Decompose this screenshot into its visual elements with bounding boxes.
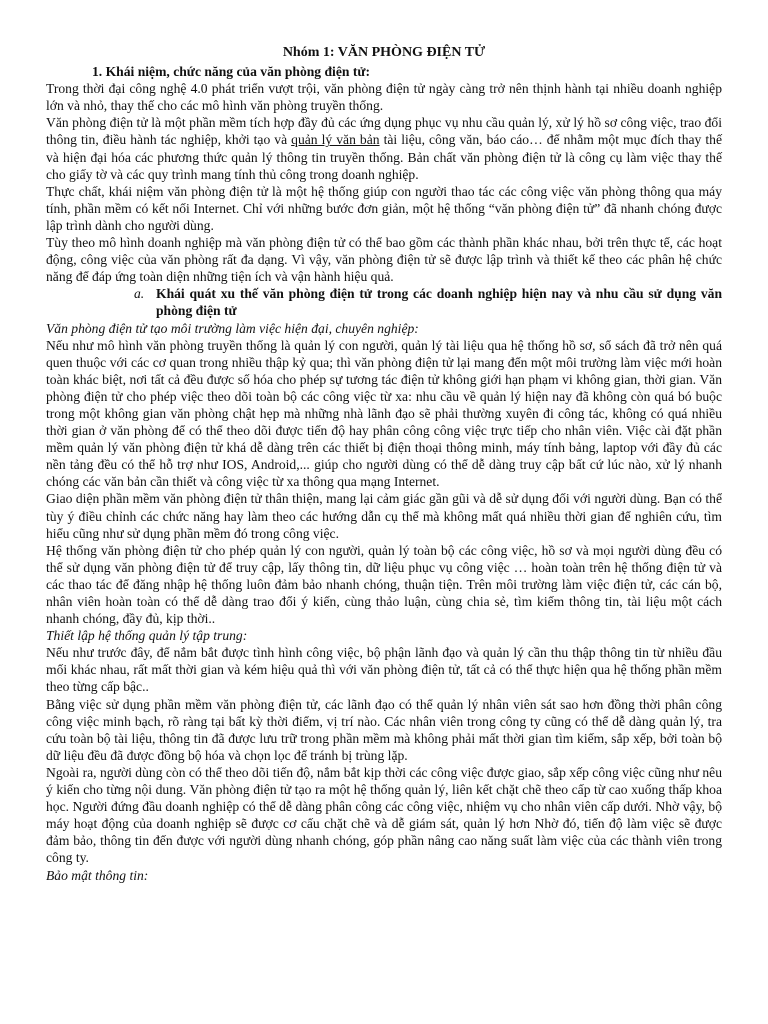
paragraph-definition — [46, 114, 722, 182]
paragraph-components: Tùy theo mô hình doanh nghiệp mà văn phòng điện tử có thể bao gồm các thành phần khác nhau, bởi trên thực tế, các hoạt động, công việc của văn phòng rất đa dạng. Vì vậy, văn phòng điện tử sẽ được lập trình và thiết kế theo các phân hệ chức năng để đáp ứng toàn diện những tiện ích và vận hành hiệu quả. — [46, 235, 722, 285]
paragraph-system-management: Hệ thống văn phòng điện tử cho phép quản lý con người, quản lý toàn bộ các công việc, hồ sơ và mọi người dùng đều có thể sử dụng văn phòng điện tử để truy cập, lấy thông tin, dữ liệu phục vụ công việc … hoàn toàn trên hệ thống điện tử và các thao tác để đăng nhập hệ thống luôn đảm bảo nhanh chóng, thuận tiện. Trên môi trường làm việc điện tử, các cán bộ, nhân viên hoàn toàn có thể dễ dàng trao đổi ý kiến, cùng thảo luận, cùng chia sẻ, tìm kiếm thông tin, tài liệu một cách nhanh chóng, đầy đủ, kịp thời.. — [46, 542, 722, 627]
paragraph-intro: Trong thời đại công nghệ 4.0 phát triển vượt trội, văn phòng điện tử ngày càng trở nên thịnh hành tại nhiều doanh nghiệp lớn và nhỏ, thay thế cho các mô hình văn phòng truyền thống. — [46, 81, 722, 114]
paragraph-interface: Giao diện phần mềm văn phòng điện tử thân thiện, mang lại cảm giác gần gũi và dễ sử dụng đối với người dùng. Bạn có thể tùy ý điều chỉnh các chức năng hay làm theo các hướng dẫn cụ thể mà không mất quá nhiều thời gian để nghiên cứu, tìm hiểu cũng như sử dụng phần mềm đó trong công việc. — [46, 491, 722, 541]
paragraph-definition-text-a: Văn phòng điện tử là một phần mềm tích hợp đầy đủ các ứng dụng phục vụ nhu cầu quản lý, xử lý hồ sơ công việc, trao đổi thông tin, điều hành tác nghiệp, khởi tạo và — [46, 115, 722, 148]
subheading-security: Bảo mật thông tin: — [46, 867, 149, 883]
paragraph-previously: Nếu như trước đây, để nắm bắt được tình hình công việc, bộ phận lãnh đạo và quản lý cần thu thập thông tin từ nhiều đầu mối khác nhau, rất mất thời gian và kém hiệu quả thì với văn phòng điện tử, tất cả có thể thực hiện qua hệ thống phần mềm theo từng cấp bậc.. — [46, 645, 722, 695]
paragraph-traditional-vs-electronic: Nếu như mô hình văn phòng truyền thống là quản lý con người, quản lý tài liệu qua hệ thống hồ sơ, sổ sách đã trở nên quá quen thuộc với các cơ quan trong nhiều thập kỷ qua; thì văn phòng điện tử lại mang đến một môi trường làm việc mới hoàn toàn khác biệt, nơi tất cả đều được số hóa cho phép sự tương tác điện tử không giới hạn phạm vi không gian, thời gian. Văn phòng điện tử cho phép việc theo dõi toàn bộ các công việc từ xa: nhu cầu về quản lý hiện nay đã không còn quá bó buộc trong một không gian văn phòng chật hẹp mà những nhà lãnh đạo sẽ phải thường xuyên đi công tác, không có quá nhiều thời gian ở văn phòng để có thể theo dõi được tiến độ hay phân công công việc trực tiếp cho nhân viên. Việc cài đặt phần mềm quản lý văn phòng điện tử khá dễ dàng trên các thiết bị điện thoại thông minh, máy tính bảng, laptop với đầy đủ các nền tảng đều có thể hỗ trợ như IOS, Android,... giúp cho người dùng có thể dễ dàng truy cập bất cứ lúc nào, xử lý nhanh chóng các văn bản cần thiết và công việc từ xa thông qua mạng Internet. — [46, 337, 722, 490]
paragraph-progress-tracking: Ngoài ra, người dùng còn có thể theo dõi tiến độ, nắm bắt kịp thời các công việc được giao, sắp xếp công việc cũng như nêu ý kiến cho từng nội dung. Văn phòng điện tử tạo ra một hệ thống quản lý, liên kết chặt chẽ theo cấp từ cao xuống thấp khoa học. Người đứng đầu doanh nghiệp có thể dễ dàng phân công các công việc, nhiệm vụ cho nhân viên cấp dưới. Nhờ vậy, bộ máy hoạt động của doanh nghiệp sẽ được cơ cấu chặt chẽ và dễ giám sát, quản lý hơn Nhờ đó, tiến độ làm việc sẽ được đảm bảo, thông tin đến được với người dùng nhanh chóng, góp phần nâng cao năng suất làm việc của các thành viên trong công ty. — [46, 764, 722, 866]
quan-ly-van-ban-link[interactable]: quản lý văn bản — [291, 132, 380, 148]
paragraph-essence: Thực chất, khái niệm văn phòng điện tử là một hệ thống giúp con người thao tác các công việc văn phòng thông qua máy tính, phần mềm có kết nối Internet. Chỉ với những bước đơn giản, một hệ thống “văn phòng điện tử” đã nhanh chóng được lập trình dành cho người dùng. — [46, 183, 722, 233]
subheading-modern-environment: Văn phòng điện tử tạo môi trường làm việc hiện đại, chuyên nghiệp: — [46, 320, 419, 336]
subheading-centralized-management: Thiết lập hệ thống quản lý tập trung: — [46, 628, 248, 644]
subsection-heading-a — [46, 285, 722, 319]
subsection-marker: a. — [134, 286, 145, 302]
paragraph-leadership: Bằng việc sử dụng phần mềm văn phòng điện tử, các lãnh đạo có thể quản lý nhân viên sát sao hơn đồng thời phân công công việc minh bạch, rõ ràng tại bất kỳ thời điểm, vị trí nào. Các nhân viên trong công ty cũng có thể dễ dàng quản lý, tra cứu toàn bộ tài liệu, thông tin đã được lưu trữ trong phần mềm mà không phải mất thời gian tìm kiếm, sắp xếp, bởi toàn bộ dữ liệu đều đã được đồng bộ hóa và chọn lọc để tránh bị trùng lặp. — [46, 696, 722, 763]
paragraph-definition-text-b: tài liệu, công văn, báo cáo… để nhằm một mục đích thay thế và hiện đại hóa các phương thức quản lý thông tin truyền thống. Bản chất văn phòng điện tử là công cụ làm việc thay thế cho giấy tờ và các quy trình mang tính thủ công trong doanh nghiệp. — [46, 132, 722, 182]
subsection-heading-text: Khái quát xu thế văn phòng điện tử trong các doanh nghiệp hiện nay và nhu cầu sử dụng văn phòng điện tử — [156, 286, 722, 319]
document-title: Nhóm 1: VĂN PHÒNG ĐIỆN TỬ — [282, 45, 486, 60]
section-heading-1: 1. Khái niệm, chức năng của văn phòng điện tử: — [92, 64, 371, 80]
